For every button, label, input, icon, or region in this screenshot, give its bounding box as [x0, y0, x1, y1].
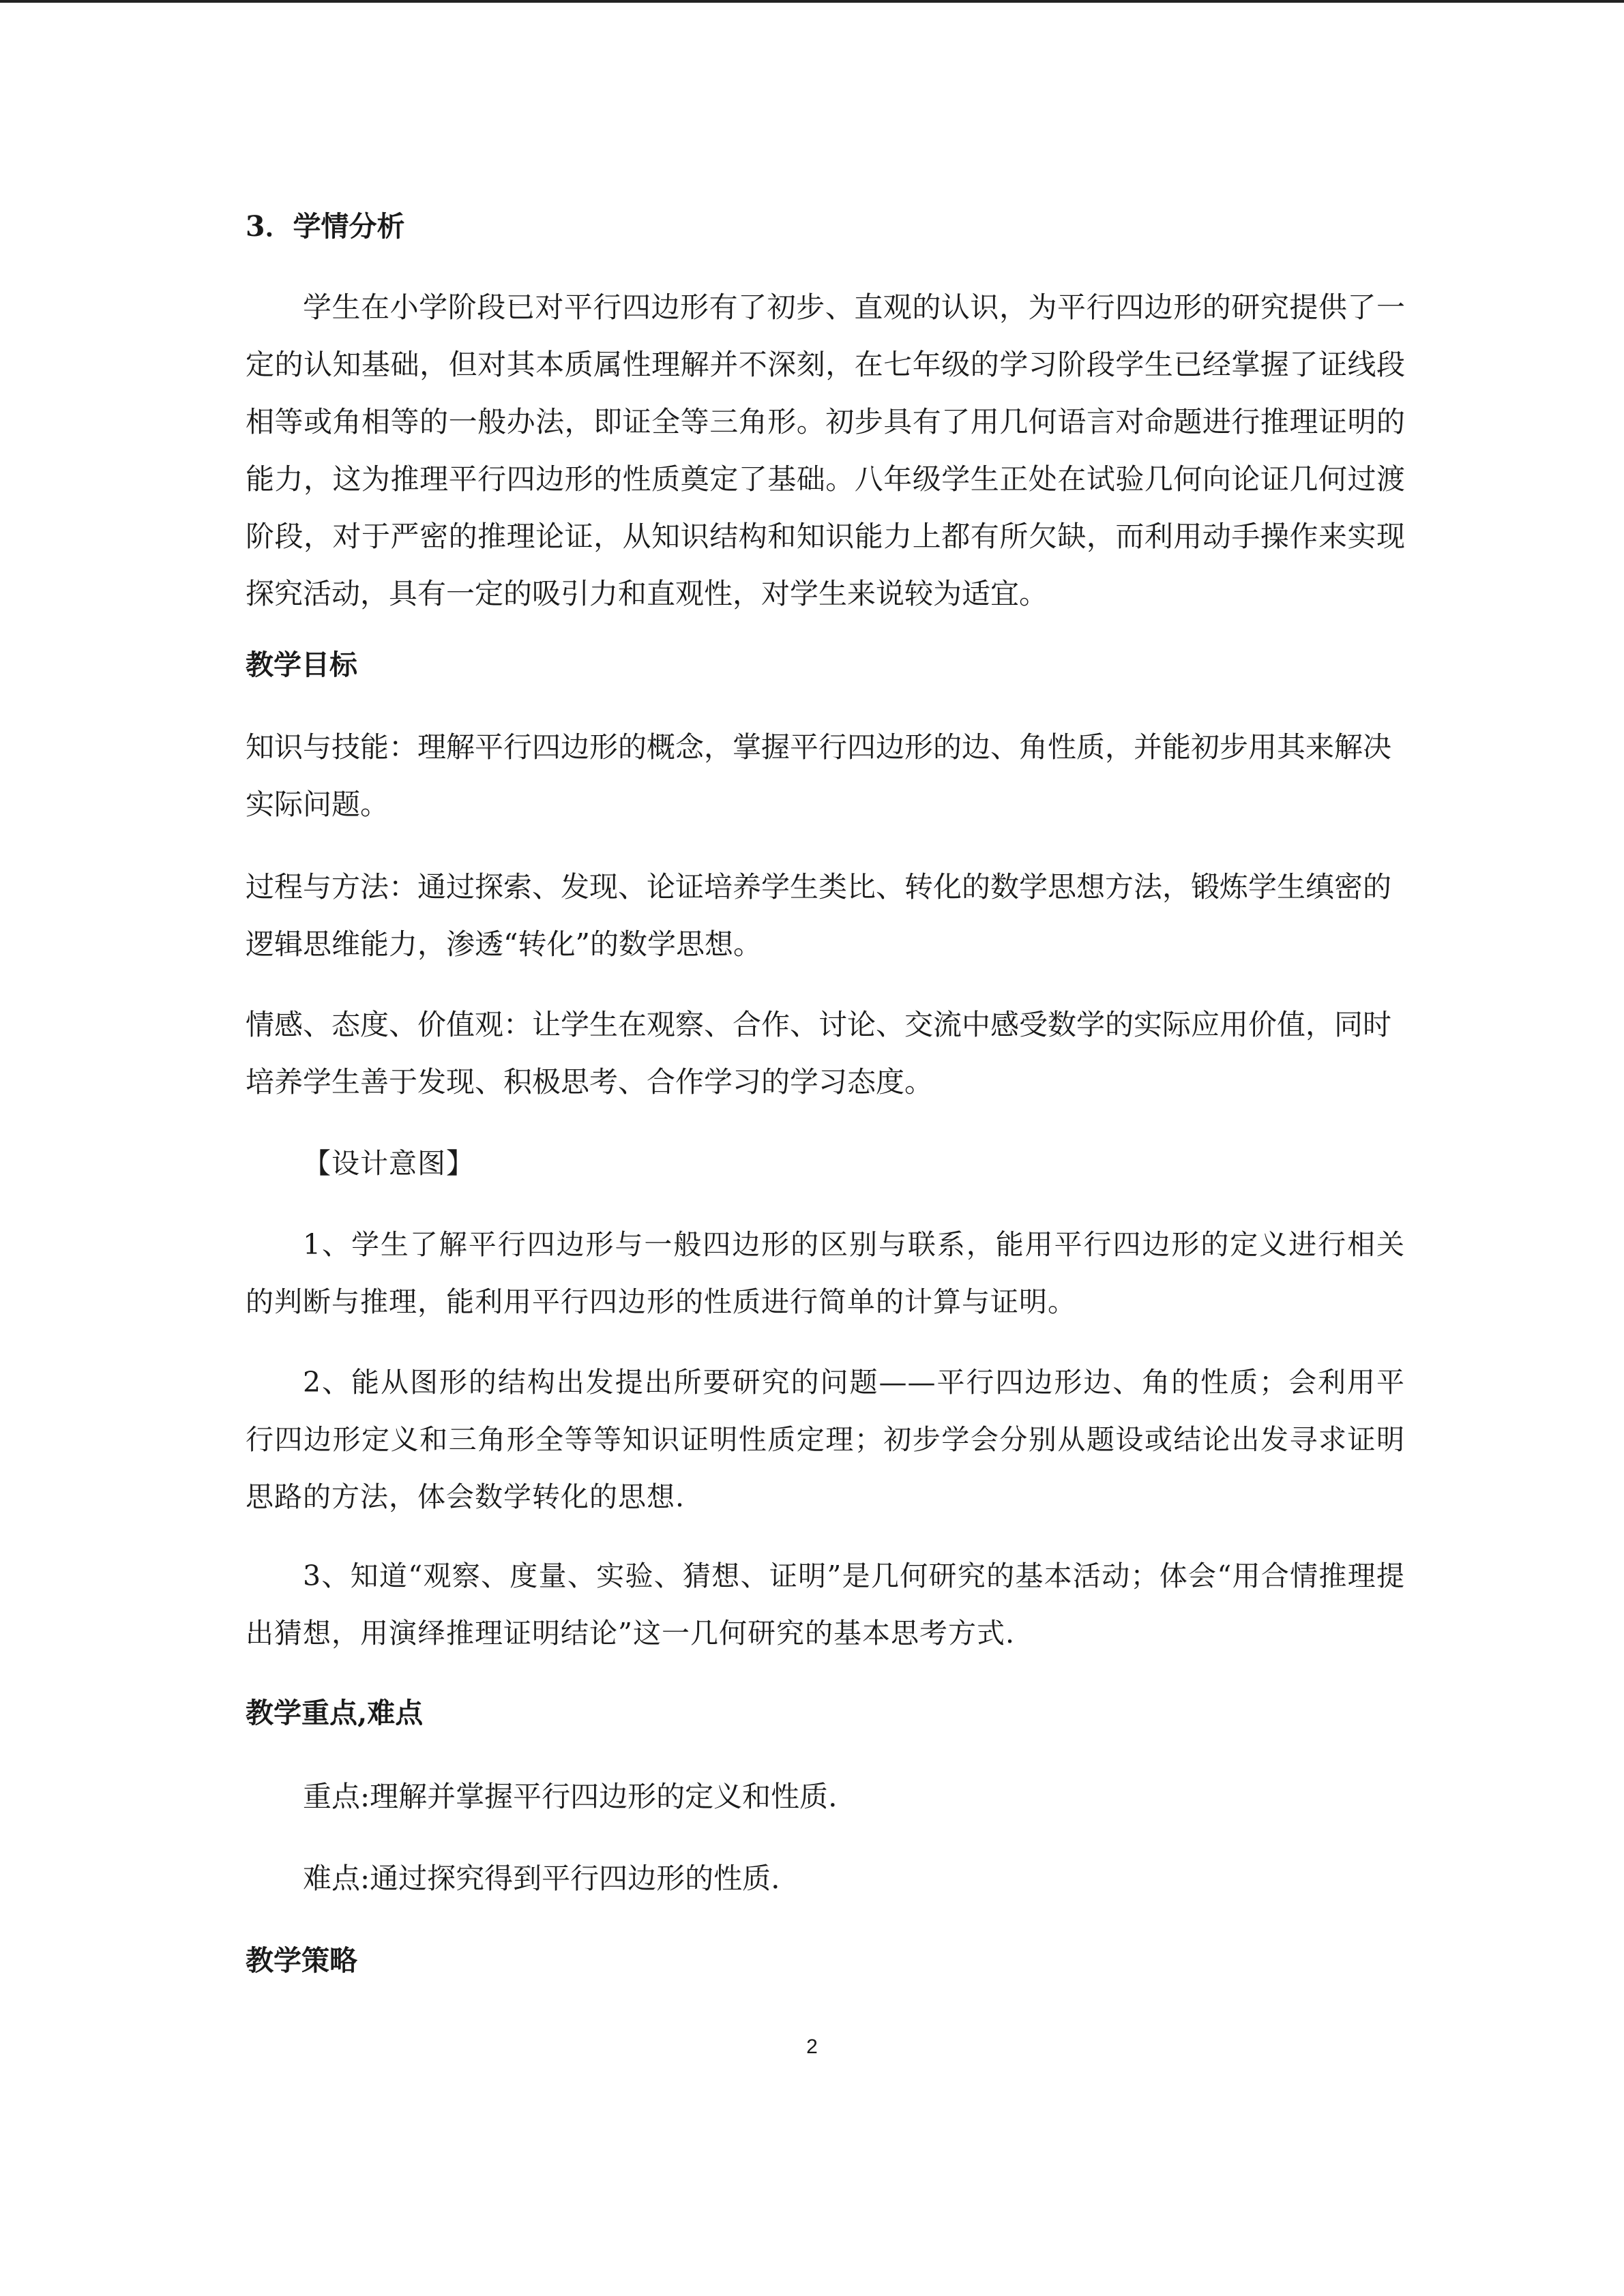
objective-process: 过程与方法：通过探索、发现、论证培养学生类比、转化的数学思想方法，锻炼学生缜密的逻辑思维能力，渗透“转化”的数学思想。	[246, 870, 1392, 961]
objective-knowledge: 知识与技能：理解平行四边形的概念，掌握平行四边形的边、角性质，并能初步用其来解决实际问题。	[246, 730, 1392, 821]
design-item-3: 3、知道“观察、度量、实验、猜想、证明”是几何研究的基本活动；体会“用合情推理提出猜想，用演绎推理证明结论”这一几何研究的基本思考方式.	[246, 1560, 1405, 1650]
key-difficult-heading: 教学重点,难点	[246, 1697, 424, 1729]
difficult-point: 难点:通过探究得到平行四边形的性质.	[303, 1862, 780, 1895]
analysis-paragraph: 学生在小学阶段已对平行四边形有了初步、直观的认识，为平行四边形的研究提供了一定的认知基础，但对其本质属性理解并不深刻，在七年级的学习阶段学生已经掌握了证线段相等或角相等的一般办法，即证全等三角形。初步具有了用几何语言对命题进行推理证明的能力，这为推理平行四边形的性质奠定了基础。八年级学生正处在试验几何向论证几何过渡阶段，对于严密的推理论证，从知识结构和知识能力上都有所欠缺，而利用动手操作来实现探究活动，具有一定的吸引力和直观性，对学生来说较为适宜。	[246, 290, 1405, 610]
section-heading: 3．学情分析	[246, 210, 405, 243]
design-intent-label: 【设计意图】	[303, 1147, 475, 1180]
objectives-heading: 教学目标	[246, 648, 357, 681]
page-number: 2	[806, 2036, 818, 2058]
key-point: 重点:理解并掌握平行四边形的定义和性质.	[303, 1780, 838, 1813]
strategy-heading: 教学策略	[246, 1944, 357, 1977]
objective-emotion: 情感、态度、价值观：让学生在观察、合作、讨论、交流中感受数学的实际应用价值，同时培养学生善于发现、积极思考、合作学习的学习态度。	[246, 1008, 1392, 1099]
design-item-2: 2、能从图形的结构出发提出所要研究的问题——平行四边形边、角的性质；会利用平行四边形定义和三角形全等等知识证明性质定理；初步学会分别从题设或结论出发寻求证明思路的方法，体会数学转化的思想.	[246, 1366, 1405, 1513]
design-item-1: 1、学生了解平行四边形与一般四边形的区别与联系，能用平行四边形的定义进行相关的判断与推理，能利用平行四边形的性质进行简单的计算与证明。	[246, 1228, 1405, 1318]
